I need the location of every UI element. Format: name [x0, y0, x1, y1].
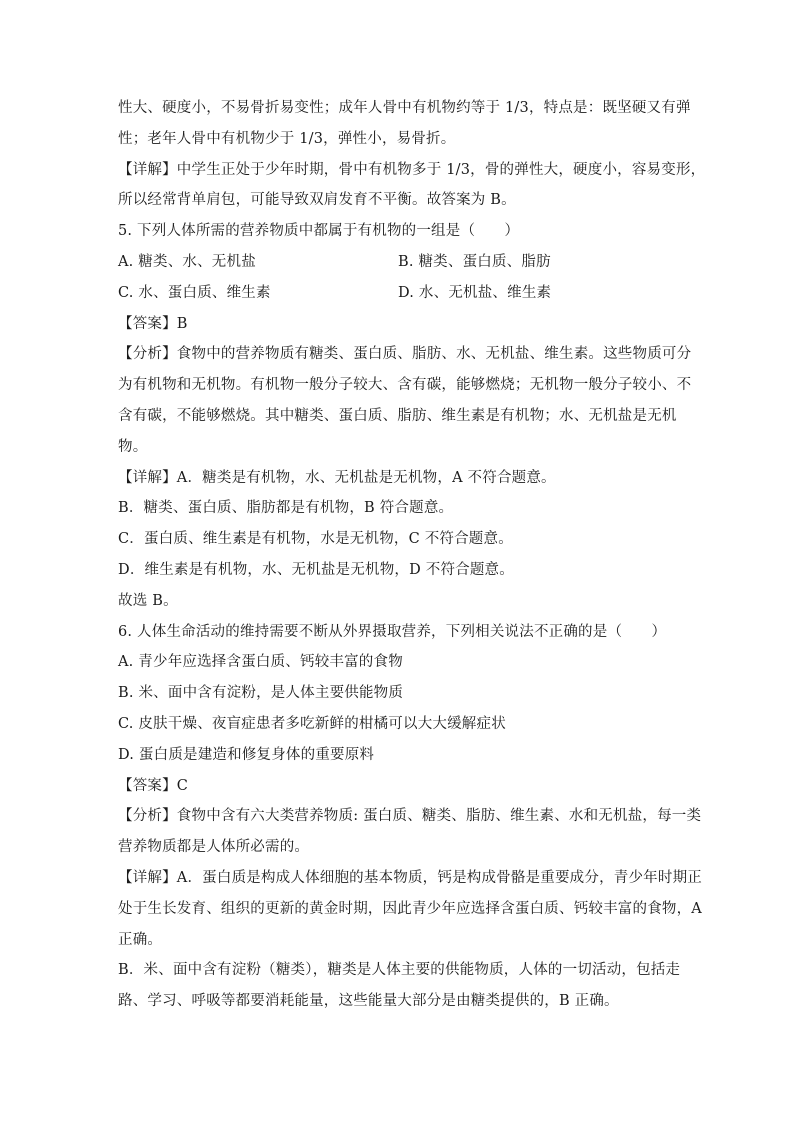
text-line: 性大、硬度小，不易骨折易变性；成年人骨中有机物约等于 1/3，特点是：既坚硬又有弹	[118, 100, 691, 116]
question-5-analysis-line: 为有机物和无机物。有机物一般分子较大、含有碳，能够燃烧；无机物一般分子较小、不	[118, 377, 692, 394]
question-5-detail-line: D．维生素是有机物，水、无机盐是无机物，D 不符合题意。	[118, 561, 514, 578]
question-5-options-row-1	[118, 247, 678, 278]
question-6-answer: 【答案】C	[118, 777, 189, 794]
option-d: D. 水、无机盐、维生素	[398, 284, 552, 301]
question-6-detail-line: 路、学习、呼吸等都要消耗能量，这些能量大部分是由糖类提供的，B 正确。	[118, 993, 619, 1010]
option-b: B. 米、面中含有淀粉，是人体主要供能物质	[118, 685, 404, 702]
question-5-options-row-2	[118, 278, 678, 309]
text-line: 【详解】中学生正处于少年时期，骨中有机物多于 1/3，骨的弹性大，硬度小，容易变形，	[118, 161, 706, 178]
option-d: D. 蛋白质是建造和修复身体的重要原料	[118, 746, 375, 763]
question-5-conclusion: 故选 B。	[118, 592, 178, 609]
option-c: C. 水、蛋白质、维生素	[118, 284, 271, 301]
question-6-analysis-line: 【分析】食物中含有六大类营养物质: 蛋白质、糖类、脂肪、维生素、水和无机盐，每一类	[118, 808, 702, 825]
question-6-detail-line: 【详解】A．蛋白质是构成人体细胞的基本物质，钙是构成骨骼是重要成分，青少年时期正	[118, 869, 702, 886]
question-6-detail-line: B．米、面中含有淀粉（糖类），糖类是人体主要的供能物质，人体的一切活动，包括走	[118, 962, 681, 979]
question-5-analysis-line: 【分析】食物中的营养物质有糖类、蛋白质、脂肪、水、无机盐、维生素。这些物质可分	[118, 346, 692, 363]
option-b: B. 糖类、蛋白质、脂肪	[398, 253, 551, 270]
question-5-analysis-line: 物。	[118, 438, 148, 455]
text-line: 所以经常背单肩包，可能导致双肩发育不平衡。故答案为 B。	[118, 192, 516, 209]
document-page	[118, 93, 706, 1017]
option-c: C. 皮肤干燥、夜盲症患者多吃新鲜的柑橘可以大大缓解症状	[118, 715, 506, 732]
question-5-analysis-line: 含有碳，不能够燃烧。其中糖类、蛋白质、脂肪、维生素是有机物；水、无机盐是无机	[118, 407, 677, 424]
option-a: A. 糖类、水、无机盐	[118, 253, 256, 270]
question-5-detail-line: B．糖类、蛋白质、脂肪都是有机物，B 符合题意。	[118, 500, 454, 517]
question-6-detail-line: 正确。	[118, 931, 163, 948]
question-5-answer: 【答案】B	[118, 315, 188, 332]
question-6-detail-line: 处于生长发育、组织的更新的黄金时期，因此青少年应选择含蛋白质、钙较丰富的食物，A	[118, 900, 702, 917]
option-a: A. 青少年应选择含蛋白质、钙较丰富的食物	[118, 654, 403, 671]
question-5-stem: 5. 下列人体所需的营养物质中都属于有机物的一组是（ ）	[118, 223, 520, 240]
question-5-detail-line: 【详解】A．糖类是有机物，水、无机盐是无机物，A 不符合题意。	[118, 469, 556, 486]
question-6-stem: 6. 人体生命活动的维持需要不断从外界摄取营养，下列相关说法不正确的是（ ）	[118, 623, 667, 640]
question-6-analysis-line: 营养物质都是人体所必需的。	[118, 839, 310, 856]
question-5-detail-line: C．蛋白质、维生素是有机物，水是无机物，C 不符合题意。	[118, 531, 513, 548]
text-line: 性；老年人骨中有机物少于 1/3，弹性小，易骨折。	[118, 130, 456, 147]
